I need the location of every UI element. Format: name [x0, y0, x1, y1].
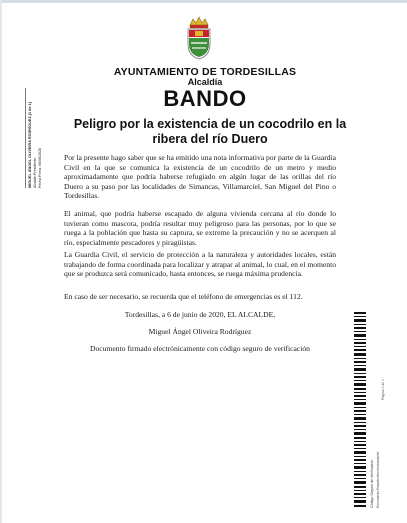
- document-type-heading: BANDO: [163, 86, 247, 111]
- margin-csv: Código Seguro de Verificación: [370, 459, 374, 508]
- paragraph-emergency: En caso de ser necesario, se recuerda que el teléfono de emergencias es el 112.: [64, 292, 303, 301]
- coat-of-arms-icon: [184, 16, 214, 60]
- scan-edge-top: [0, 0, 407, 3]
- signatory-name: Miguel Ángel Oliveira Rodríguez: [148, 327, 252, 336]
- signature-note: Documento firmado electrónicamente con código seguro de verificación: [90, 344, 310, 353]
- barcode-icon: [354, 312, 366, 507]
- paragraph-coordination: La Guardia Civil, el servicio de protección a la naturaleza y autoridades locales, están trabajando de forma coordinada para localizar y atrapar al animal, lo cual, en el momento que se produzca será comunicado, hasta entonces, se ruega máxima prudencia.: [64, 250, 336, 279]
- scan-edge-left: [0, 0, 2, 523]
- margin-page-number: Página 1 de 1: [381, 379, 385, 400]
- paragraph-notice: Por la presente hago saber que se ha emitido una nota informativa por parte de la Guardia Civil en la que se comunica la existencia de un cocodrilo de un metro y medio aproximadamente que podría haberse refugiado en algún lugar de las orillas del río Duero a su paso por las localidades de Simancas, Villamarciel, San Miguel del Pino o Tordesillas.: [64, 153, 337, 201]
- subject-heading: Peligro por la existencia de un cocodrilo en la ribera del río Duero: [73, 117, 347, 146]
- margin-signer: MIGUEL ÁNGEL OLIVEIRA RODRÍGUEZ (1 de 1): [28, 101, 32, 188]
- margin-date: Fecha Firma: 06/06/2020: [38, 147, 42, 188]
- signature-date: Tordesillas, a 6 de junio de 2020, EL ALCALDE,: [124, 310, 276, 319]
- organization-title: AYUNTAMIENTO DE TORDESILLAS: [113, 66, 297, 78]
- margin-role: Alcalde-Presidente: [33, 157, 37, 188]
- department-label: Alcaldía: [187, 77, 223, 87]
- margin-csv-note: Documento firmado electrónicamente: [376, 451, 380, 508]
- paragraph-warning: El animal, que podría haberse escapado de alguna vivienda cercana al río donde lo tuvieran como mascota, podría resultar muy peligroso para las personas, por lo que se ruega a la población que hasta su captura, se extreme la precaución y no se acerquen al río, especialmente pescadores y piragüistas.: [64, 209, 336, 247]
